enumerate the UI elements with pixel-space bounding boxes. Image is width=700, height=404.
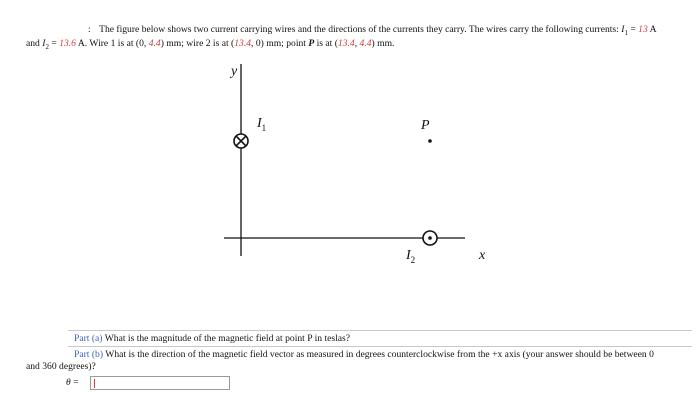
point-P-dot xyxy=(428,139,432,143)
intro-text: The figure below shows two current carrying wires and the directions of the currents they carry. The wires carry the following currents: xyxy=(99,24,622,35)
wire1-position-text: A. Wire 1 is at (0, xyxy=(75,38,149,49)
and-text: and xyxy=(26,38,43,49)
I2-subscript: 2 xyxy=(45,42,49,51)
wire2-label-sub: 2 xyxy=(410,254,416,265)
wire1-label-sub: 1 xyxy=(261,122,267,133)
point-P-label: P xyxy=(421,118,430,133)
wire2-x-value: 13.4 xyxy=(234,38,252,49)
I1-symbol: I xyxy=(621,24,625,35)
theta-symbol: θ xyxy=(66,377,71,388)
I2-value: 13.6 xyxy=(59,38,76,49)
part-a-row xyxy=(74,333,350,345)
point-y-value: 4.4 xyxy=(359,38,372,49)
point-P-symbol: P xyxy=(308,38,315,49)
wire1-into-page-icon xyxy=(234,134,248,148)
I1-value: 13 xyxy=(638,24,648,35)
text-cursor xyxy=(94,379,95,388)
part-b-question-line1: What is the direction of the magnetic field vector as measured in degrees counterclockwise from the +x axis (your answer should be between 0 xyxy=(105,349,654,360)
bullet-marker: : xyxy=(88,24,91,35)
point-position-text: is at ( xyxy=(314,38,338,49)
point-x-value: 13.4 xyxy=(337,38,355,49)
wire1-label xyxy=(257,116,266,133)
wire2-label-I: I xyxy=(406,248,411,263)
part-b-row xyxy=(74,349,654,361)
wire1-label-I: I xyxy=(257,116,262,131)
wire2-out-of-page-icon xyxy=(423,231,437,245)
theta-label xyxy=(66,377,79,389)
comma: , xyxy=(354,38,360,49)
theta-equals: = xyxy=(70,377,79,388)
divider-part-b xyxy=(68,346,692,347)
equals-sign-2: = xyxy=(48,38,60,49)
wire1-y-value: 4.4 xyxy=(148,38,161,49)
divider-part-a xyxy=(68,330,692,331)
theta-answer-input[interactable] xyxy=(90,376,230,390)
end-text: ) mm. xyxy=(371,38,395,49)
equals-sign: = xyxy=(627,24,639,35)
part-b-question-line2: and 360 degrees)? xyxy=(26,361,96,372)
part-a-question: What is the magnitude of the magnetic field at point P in teslas? xyxy=(104,333,351,344)
point-intro-text: , 0) mm; point xyxy=(251,38,309,49)
x-axis-label: x xyxy=(479,248,486,263)
part-b-label: Part (b) xyxy=(74,349,104,360)
I1-subscript: 1 xyxy=(624,28,628,37)
y-axis-label: y xyxy=(231,64,238,79)
unit-amps: A xyxy=(647,24,657,35)
wire2-label xyxy=(406,248,415,265)
wire2-position-text: ) mm; wire 2 is at ( xyxy=(160,38,235,49)
I2-symbol: I xyxy=(42,38,46,49)
part-a-label: Part (a) xyxy=(74,333,103,344)
